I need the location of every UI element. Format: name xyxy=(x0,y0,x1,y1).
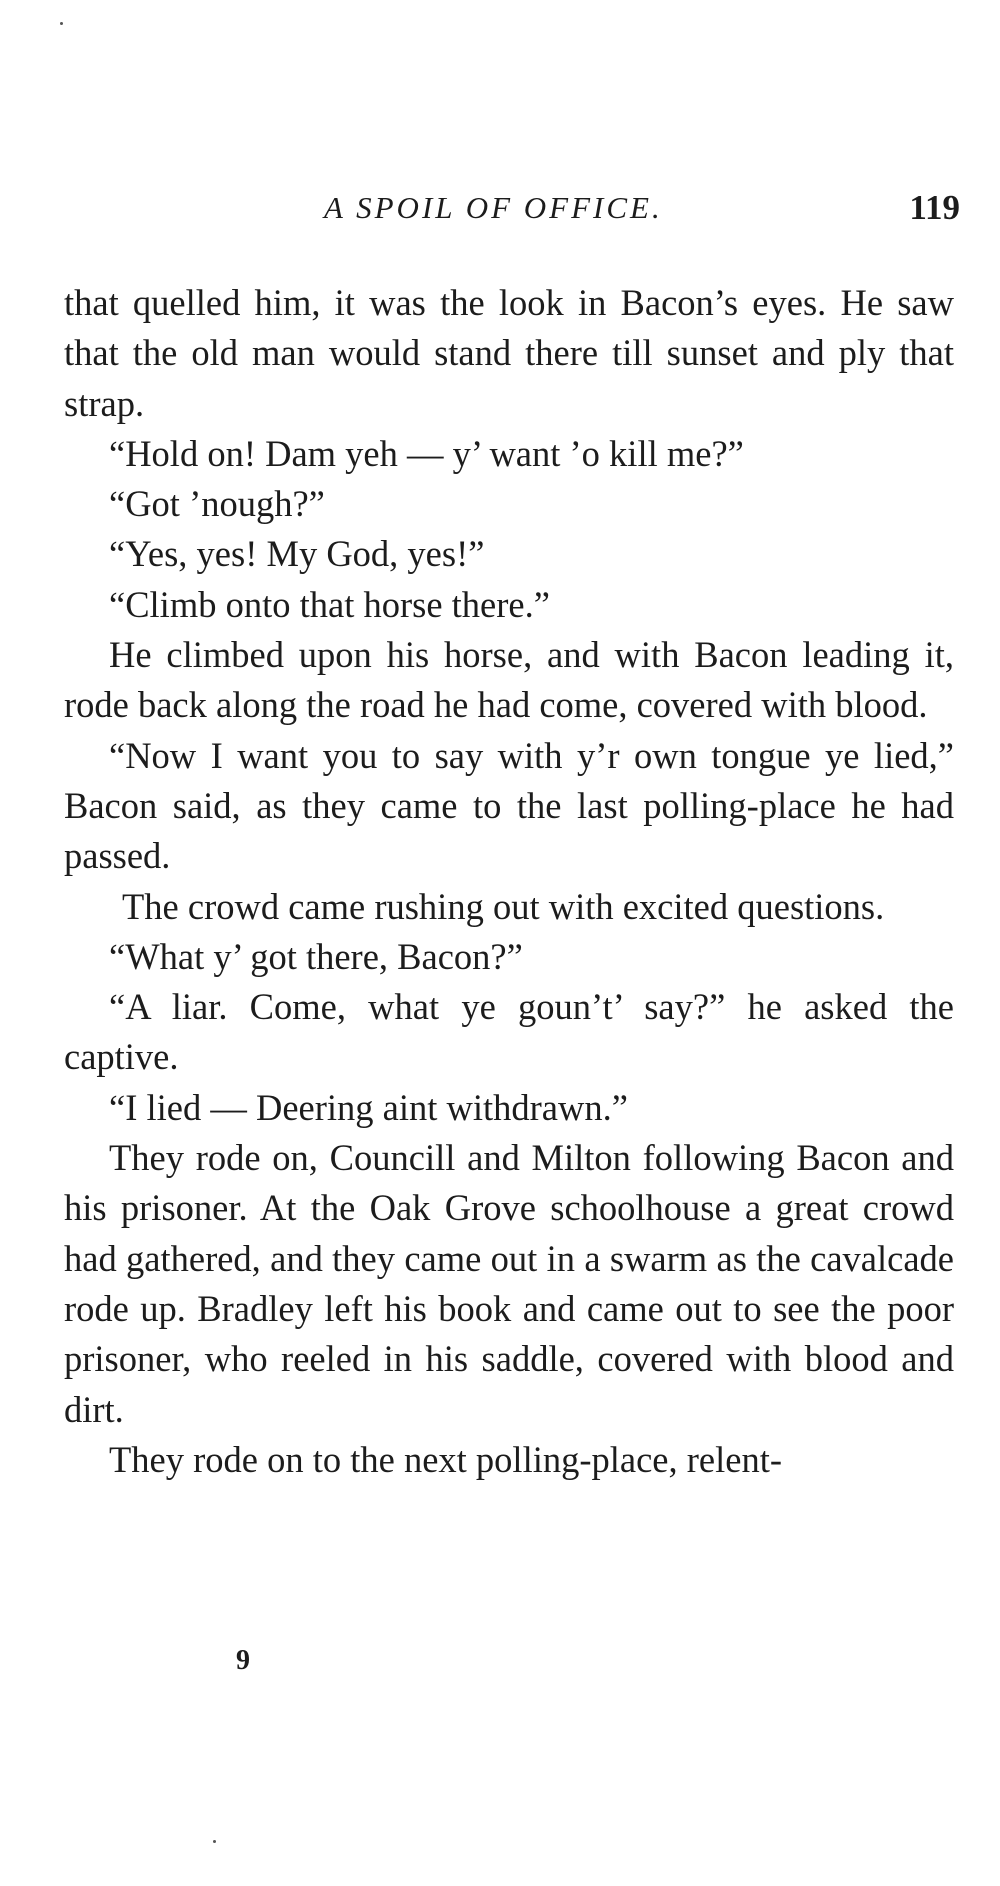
paragraph: “I lied — Deering aint withdrawn.” xyxy=(109,1086,628,1128)
paragraph: “A liar. Come, what ye goun’t’ say?” he asked the captive. xyxy=(64,986,954,1078)
paragraph: that quelled him, it was the look in Bacon’s eyes. He saw that the old man would stand there till sunset and ply that strap. xyxy=(64,282,954,424)
paragraph: He climbed upon his horse, and with Bacon leading it, rode back along the road he had come, covered with blood. xyxy=(64,634,954,726)
paragraph: “Yes, yes! My God, yes!” xyxy=(109,533,485,575)
paragraph: “Climb onto that horse there.” xyxy=(109,583,550,625)
signature-mark: 9 xyxy=(236,1645,250,1676)
paragraph: The crowd came rushing out with excited questions. xyxy=(122,885,885,927)
paragraph: “Hold on! Dam yeh — y’ want ’o kill me?” xyxy=(109,432,744,474)
paragraph: “Got ’nough?” xyxy=(109,483,325,525)
running-head xyxy=(64,180,960,240)
paragraph: They rode on to the next polling-place, relent- xyxy=(109,1438,782,1480)
paragraph: “Now I want you to say with y’r own tongue ye lied,” Bacon said, as they came to the last polling-place he had passed. xyxy=(64,734,954,877)
print-speck xyxy=(60,22,63,25)
page-number: 119 xyxy=(909,188,960,227)
paragraph: They rode on, Councill and Milton following Bacon and his prisoner. At the Oak Grove schoolhouse a great crowd had gathered, and they came out in a swarm as the cavalcade rode up. Bradley left his book and came out to see the poor prisoner, who reeled in his saddle, covered with blood and dirt. xyxy=(64,1137,954,1430)
print-speck xyxy=(213,1840,216,1843)
running-title: A SPOIL OF OFFICE. xyxy=(324,190,663,225)
body-text xyxy=(64,278,954,1485)
paragraph: “What y’ got there, Bacon?” xyxy=(109,935,523,977)
